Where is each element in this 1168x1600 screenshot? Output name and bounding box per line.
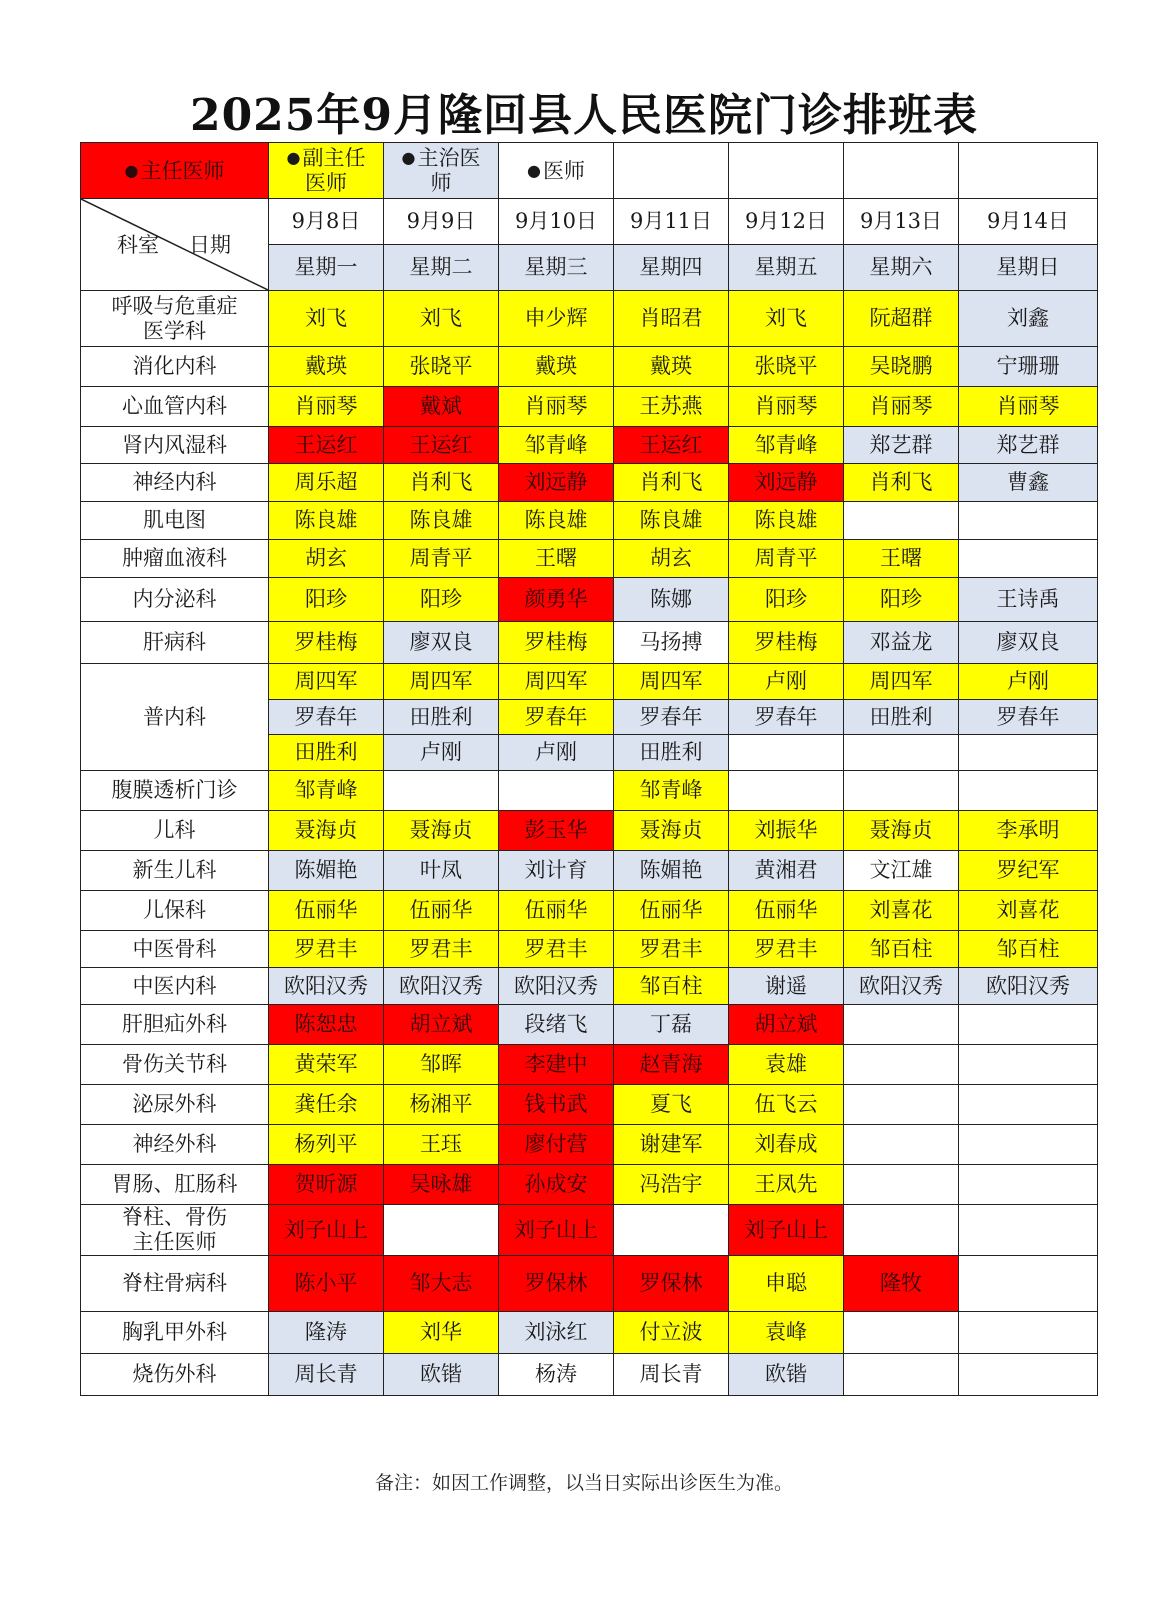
schedule-row	[81, 622, 1098, 664]
doctor-cell: 聂海贞	[614, 811, 729, 851]
doctor-cell: 肖丽琴	[269, 387, 384, 427]
date-header: 9月10日	[499, 199, 614, 245]
doctor-cell: 邹青峰	[499, 427, 614, 464]
doctor-cell: 周青平	[729, 540, 844, 578]
doctor-cell: 周长青	[269, 1354, 384, 1396]
doctor-cell: 阮超群	[844, 291, 959, 347]
doctor-cell: 刘春成	[729, 1125, 844, 1165]
date-header: 9月8日	[269, 199, 384, 245]
doctor-cell: 罗保林	[614, 1256, 729, 1312]
doctor-cell: 李建中	[499, 1045, 614, 1085]
doctor-cell: 伍丽华	[614, 891, 729, 931]
doctor-cell: 刘飞	[729, 291, 844, 347]
doctor-cell: 彭玉华	[499, 811, 614, 851]
doctor-cell: 罗君丰	[499, 931, 614, 968]
empty-cell	[959, 1312, 1098, 1354]
doctor-cell: 刘华	[384, 1312, 499, 1354]
department-name: 胸乳甲外科	[81, 1312, 269, 1354]
doctor-cell: 王凤先	[729, 1165, 844, 1205]
empty-cell	[959, 1125, 1098, 1165]
doctor-cell: 伍丽华	[499, 891, 614, 931]
doctor-cell: 罗君丰	[729, 931, 844, 968]
date-header: 9月11日	[614, 199, 729, 245]
doctor-cell: 郑艺群	[844, 427, 959, 464]
legend-associate: ●副主任 医师	[269, 143, 384, 199]
doctor-cell: 阳珍	[384, 578, 499, 622]
department-name: 新生儿科	[81, 851, 269, 891]
doctor-cell: 欧锴	[729, 1354, 844, 1396]
schedule-row	[81, 1165, 1098, 1205]
bullet-icon: ●	[124, 160, 139, 180]
doctor-cell: 欧阳汉秀	[499, 968, 614, 1005]
corner-header	[81, 199, 269, 291]
weekday-header: 星期四	[614, 245, 729, 291]
doctor-cell: 罗春年	[729, 700, 844, 735]
empty-cell	[959, 540, 1098, 578]
schedule-row	[81, 578, 1098, 622]
doctor-cell: 胡立斌	[384, 1005, 499, 1045]
doctor-cell: 肖丽琴	[499, 387, 614, 427]
schedule-row	[81, 1125, 1098, 1165]
schedule-row	[81, 891, 1098, 931]
doctor-cell: 罗春年	[499, 700, 614, 735]
doctor-cell: 王运红	[614, 427, 729, 464]
doctor-cell: 陈恕忠	[269, 1005, 384, 1045]
doctor-cell: 田胜利	[384, 700, 499, 735]
doctor-cell: 廖双良	[384, 622, 499, 664]
doctor-cell: 廖双良	[959, 622, 1098, 664]
doctor-cell: 刘飞	[384, 291, 499, 347]
schedule-row	[81, 771, 1098, 811]
weekday-header: 星期日	[959, 245, 1098, 291]
doctor-cell: 田胜利	[614, 735, 729, 771]
empty-cell	[729, 771, 844, 811]
doctor-cell: 杨列平	[269, 1125, 384, 1165]
doctor-cell: 贺昕源	[269, 1165, 384, 1205]
doctor-cell: 刘远静	[729, 464, 844, 502]
doctor-cell: 钱书武	[499, 1085, 614, 1125]
doctor-cell: 马扬搏	[614, 622, 729, 664]
bullet-icon: ●	[286, 148, 301, 167]
doctor-cell: 隆牧	[844, 1256, 959, 1312]
empty-cell	[959, 1354, 1098, 1396]
doctor-cell: 刘远静	[499, 464, 614, 502]
doctor-cell: 肖丽琴	[844, 387, 959, 427]
doctor-cell: 戴瑛	[499, 347, 614, 387]
empty-cell	[959, 1165, 1098, 1205]
doctor-cell: 黄湘君	[729, 851, 844, 891]
doctor-cell: 伍飞云	[729, 1085, 844, 1125]
legend-physician: ●医师	[499, 143, 614, 199]
doctor-cell: 刘飞	[269, 291, 384, 347]
empty-cell	[844, 1125, 959, 1165]
diagonal-line	[81, 199, 268, 290]
doctor-cell: 宁珊珊	[959, 347, 1098, 387]
doctor-cell: 伍丽华	[269, 891, 384, 931]
department-name: 心血管内科	[81, 387, 269, 427]
doctor-cell: 王运红	[384, 427, 499, 464]
doctor-cell: 陈良雄	[499, 502, 614, 540]
doctor-cell: 申聪	[729, 1256, 844, 1312]
doctor-cell: 周长青	[614, 1354, 729, 1396]
empty-cell	[844, 1312, 959, 1354]
doctor-cell: 付立波	[614, 1312, 729, 1354]
weekday-header: 星期五	[729, 245, 844, 291]
doctor-cell: 夏飞	[614, 1085, 729, 1125]
doctor-cell: 罗春年	[269, 700, 384, 735]
schedule-row	[81, 1354, 1098, 1396]
doctor-cell: 欧锴	[384, 1354, 499, 1396]
doctor-cell: 陈良雄	[384, 502, 499, 540]
doctor-cell: 袁峰	[729, 1312, 844, 1354]
doctor-cell: 刘喜花	[959, 891, 1098, 931]
doctor-cell: 周四军	[614, 664, 729, 700]
doctor-cell: 王曙	[844, 540, 959, 578]
doctor-cell: 刘计育	[499, 851, 614, 891]
footnote: 备注：如因工作调整，以当日实际出诊医生为准。	[374, 1472, 793, 1494]
doctor-cell: 颜勇华	[499, 578, 614, 622]
doctor-cell: 罗桂梅	[499, 622, 614, 664]
date-header: 9月12日	[729, 199, 844, 245]
doctor-cell: 邹百柱	[959, 931, 1098, 968]
doctor-cell: 欧阳汉秀	[269, 968, 384, 1005]
doctor-cell: 胡立斌	[729, 1005, 844, 1045]
bullet-icon: ●	[401, 148, 416, 167]
schedule-row	[81, 811, 1098, 851]
doctor-cell: 王运红	[269, 427, 384, 464]
department-name: 神经外科	[81, 1125, 269, 1165]
schedule-row	[81, 387, 1098, 427]
empty-cell	[959, 735, 1098, 771]
doctor-cell: 丁磊	[614, 1005, 729, 1045]
department-name: 内分泌科	[81, 578, 269, 622]
doctor-cell: 聂海贞	[269, 811, 384, 851]
weekday-header: 星期一	[269, 245, 384, 291]
department-name: 烧伤外科	[81, 1354, 269, 1396]
empty-cell	[614, 143, 729, 199]
doctor-cell: 张晓平	[729, 347, 844, 387]
doctor-cell: 田胜利	[269, 735, 384, 771]
weekday-header: 星期六	[844, 245, 959, 291]
doctor-cell: 段绪飞	[499, 1005, 614, 1045]
empty-cell	[959, 1005, 1098, 1045]
doctor-cell: 戴瑛	[269, 347, 384, 387]
doctor-cell: 罗桂梅	[729, 622, 844, 664]
doctor-cell: 欧阳汉秀	[959, 968, 1098, 1005]
doctor-cell: 曹鑫	[959, 464, 1098, 502]
schedule-row	[81, 1005, 1098, 1045]
doctor-cell: 肖昭君	[614, 291, 729, 347]
doctor-cell: 刘喜花	[844, 891, 959, 931]
schedule-table	[80, 142, 1098, 1396]
doctor-cell: 冯浩宇	[614, 1165, 729, 1205]
doctor-cell: 邹青峰	[729, 427, 844, 464]
doctor-cell: 黄荣军	[269, 1045, 384, 1085]
doctor-cell: 阳珍	[269, 578, 384, 622]
doctor-cell: 刘子山上	[269, 1205, 384, 1256]
doctor-cell: 欧阳汉秀	[384, 968, 499, 1005]
schedule-row	[81, 1312, 1098, 1354]
empty-cell	[844, 735, 959, 771]
department-name: 骨伤关节科	[81, 1045, 269, 1085]
doctor-cell: 李承明	[959, 811, 1098, 851]
doctor-cell: 聂海贞	[384, 811, 499, 851]
doctor-cell: 邹百柱	[844, 931, 959, 968]
empty-cell	[499, 771, 614, 811]
doctor-cell: 周乐超	[269, 464, 384, 502]
department-name: 脊柱骨病科	[81, 1256, 269, 1312]
doctor-cell: 周四军	[384, 664, 499, 700]
legend-chief: ●主任医师	[81, 143, 269, 199]
doctor-cell: 刘子山上	[729, 1205, 844, 1256]
doctor-cell: 周四军	[844, 664, 959, 700]
doctor-cell: 刘子山上	[499, 1205, 614, 1256]
doctor-cell: 陈娜	[614, 578, 729, 622]
page-title: 2025年9月隆回县人民医院门诊排班表	[189, 90, 979, 141]
date-row	[81, 199, 1098, 245]
doctor-cell: 肖利飞	[614, 464, 729, 502]
doctor-cell: 胡玄	[614, 540, 729, 578]
doctor-cell: 罗君丰	[269, 931, 384, 968]
schedule-row	[81, 931, 1098, 968]
doctor-cell: 廖付营	[499, 1125, 614, 1165]
doctor-cell: 周四军	[499, 664, 614, 700]
empty-cell	[614, 1205, 729, 1256]
doctor-cell: 罗保林	[499, 1256, 614, 1312]
doctor-cell: 肖利飞	[844, 464, 959, 502]
department-name: 消化内科	[81, 347, 269, 387]
empty-cell	[959, 1085, 1098, 1125]
schedule-row	[81, 540, 1098, 578]
doctor-cell: 龚任余	[269, 1085, 384, 1125]
empty-cell	[844, 1354, 959, 1396]
schedule-row	[81, 1045, 1098, 1085]
doctor-cell: 隆涛	[269, 1312, 384, 1354]
doctor-cell: 刘泳红	[499, 1312, 614, 1354]
empty-cell	[384, 771, 499, 811]
schedule-row	[81, 968, 1098, 1005]
department-name: 肝胆疝外科	[81, 1005, 269, 1045]
doctor-cell: 王苏燕	[614, 387, 729, 427]
empty-cell	[384, 1205, 499, 1256]
empty-cell	[729, 143, 844, 199]
doctor-cell: 肖丽琴	[729, 387, 844, 427]
department-name: 脊柱、骨伤 主任医师	[81, 1205, 269, 1256]
doctor-cell: 邹百柱	[614, 968, 729, 1005]
doctor-cell: 肖丽琴	[959, 387, 1098, 427]
doctor-cell: 卢刚	[959, 664, 1098, 700]
empty-cell	[729, 735, 844, 771]
doctor-cell: 卢刚	[499, 735, 614, 771]
doctor-cell: 聂海贞	[844, 811, 959, 851]
doctor-cell: 杨涛	[499, 1354, 614, 1396]
doctor-cell: 孙成安	[499, 1165, 614, 1205]
schedule-row	[81, 1256, 1098, 1312]
department-name: 神经内科	[81, 464, 269, 502]
schedule-row	[81, 427, 1098, 464]
department-name: 儿保科	[81, 891, 269, 931]
doctor-cell: 欧阳汉秀	[844, 968, 959, 1005]
doctor-cell: 杨湘平	[384, 1085, 499, 1125]
doctor-cell: 陈小平	[269, 1256, 384, 1312]
doctor-cell: 刘鑫	[959, 291, 1098, 347]
doctor-cell: 戴斌	[384, 387, 499, 427]
doctor-cell: 邹青峰	[614, 771, 729, 811]
doctor-cell: 张晓平	[384, 347, 499, 387]
department-name: 胃肠、肛肠科	[81, 1165, 269, 1205]
doctor-cell: 周青平	[384, 540, 499, 578]
doctor-cell: 胡玄	[269, 540, 384, 578]
department-name: 腹膜透析门诊	[81, 771, 269, 811]
empty-cell	[844, 143, 959, 199]
empty-cell	[844, 1045, 959, 1085]
doctor-cell: 卢刚	[729, 664, 844, 700]
empty-cell	[959, 143, 1098, 199]
schedule-row	[81, 1205, 1098, 1256]
empty-cell	[959, 771, 1098, 811]
doctor-cell: 邹晖	[384, 1045, 499, 1085]
legend-row	[81, 143, 1098, 199]
empty-cell	[844, 1205, 959, 1256]
department-name: 中医骨科	[81, 931, 269, 968]
doctor-cell: 戴瑛	[614, 347, 729, 387]
schedule-row	[81, 347, 1098, 387]
doctor-cell: 伍丽华	[384, 891, 499, 931]
department-name: 儿科	[81, 811, 269, 851]
doctor-cell: 罗君丰	[384, 931, 499, 968]
doctor-cell: 田胜利	[844, 700, 959, 735]
schedule-row	[81, 464, 1098, 502]
schedule-row	[81, 851, 1098, 891]
doctor-cell: 吴晓鹏	[844, 347, 959, 387]
schedule-row	[81, 502, 1098, 540]
date-header: 9月9日	[384, 199, 499, 245]
doctor-cell: 邹青峰	[269, 771, 384, 811]
department-name: 肌电图	[81, 502, 269, 540]
doctor-cell: 王珏	[384, 1125, 499, 1165]
weekday-header: 星期三	[499, 245, 614, 291]
schedule-row	[81, 664, 1098, 700]
empty-cell	[844, 502, 959, 540]
department-name: 普内科	[81, 664, 269, 771]
doctor-cell: 赵青海	[614, 1045, 729, 1085]
department-name: 中医内科	[81, 968, 269, 1005]
date-header: 9月14日	[959, 199, 1098, 245]
empty-cell	[959, 1256, 1098, 1312]
department-name: 泌尿外科	[81, 1085, 269, 1125]
dept-header-label: 科室	[117, 233, 159, 257]
doctor-cell: 肖利飞	[384, 464, 499, 502]
doctor-cell: 王曙	[499, 540, 614, 578]
doctor-cell: 邹大志	[384, 1256, 499, 1312]
date-header-label: 日期	[189, 233, 231, 257]
doctor-cell: 罗君丰	[614, 931, 729, 968]
doctor-cell: 伍丽华	[729, 891, 844, 931]
empty-cell	[959, 502, 1098, 540]
empty-cell	[844, 1085, 959, 1125]
empty-cell	[844, 1165, 959, 1205]
doctor-cell: 王诗禹	[959, 578, 1098, 622]
empty-cell	[959, 1045, 1098, 1085]
schedule-row	[81, 291, 1098, 347]
doctor-cell: 陈媚艳	[614, 851, 729, 891]
schedule-row	[81, 1085, 1098, 1125]
doctor-cell: 陈良雄	[729, 502, 844, 540]
doctor-cell: 罗春年	[959, 700, 1098, 735]
doctor-cell: 周四军	[269, 664, 384, 700]
department-name: 呼吸与危重症 医学科	[81, 291, 269, 347]
doctor-cell: 文江雄	[844, 851, 959, 891]
empty-cell	[844, 771, 959, 811]
department-name: 肾内风湿科	[81, 427, 269, 464]
doctor-cell: 陈良雄	[614, 502, 729, 540]
doctor-cell: 卢刚	[384, 735, 499, 771]
doctor-cell: 罗桂梅	[269, 622, 384, 664]
doctor-cell: 吴咏雄	[384, 1165, 499, 1205]
doctor-cell: 谢遥	[729, 968, 844, 1005]
doctor-cell: 罗纪军	[959, 851, 1098, 891]
doctor-cell: 刘振华	[729, 811, 844, 851]
doctor-cell: 陈良雄	[269, 502, 384, 540]
doctor-cell: 陈媚艳	[269, 851, 384, 891]
bullet-icon: ●	[527, 160, 541, 180]
doctor-cell: 阳珍	[844, 578, 959, 622]
weekday-header: 星期二	[384, 245, 499, 291]
doctor-cell: 阳珍	[729, 578, 844, 622]
doctor-cell: 郑艺群	[959, 427, 1098, 464]
doctor-cell: 谢建军	[614, 1125, 729, 1165]
doctor-cell: 袁雄	[729, 1045, 844, 1085]
date-header: 9月13日	[844, 199, 959, 245]
empty-cell	[844, 1005, 959, 1045]
department-name: 肝病科	[81, 622, 269, 664]
doctor-cell: 申少辉	[499, 291, 614, 347]
department-name: 肿瘤血液科	[81, 540, 269, 578]
doctor-cell: 邓益龙	[844, 622, 959, 664]
empty-cell	[959, 1205, 1098, 1256]
legend-attending: ●主治医 师	[384, 143, 499, 199]
doctor-cell: 叶凤	[384, 851, 499, 891]
doctor-cell: 罗春年	[614, 700, 729, 735]
